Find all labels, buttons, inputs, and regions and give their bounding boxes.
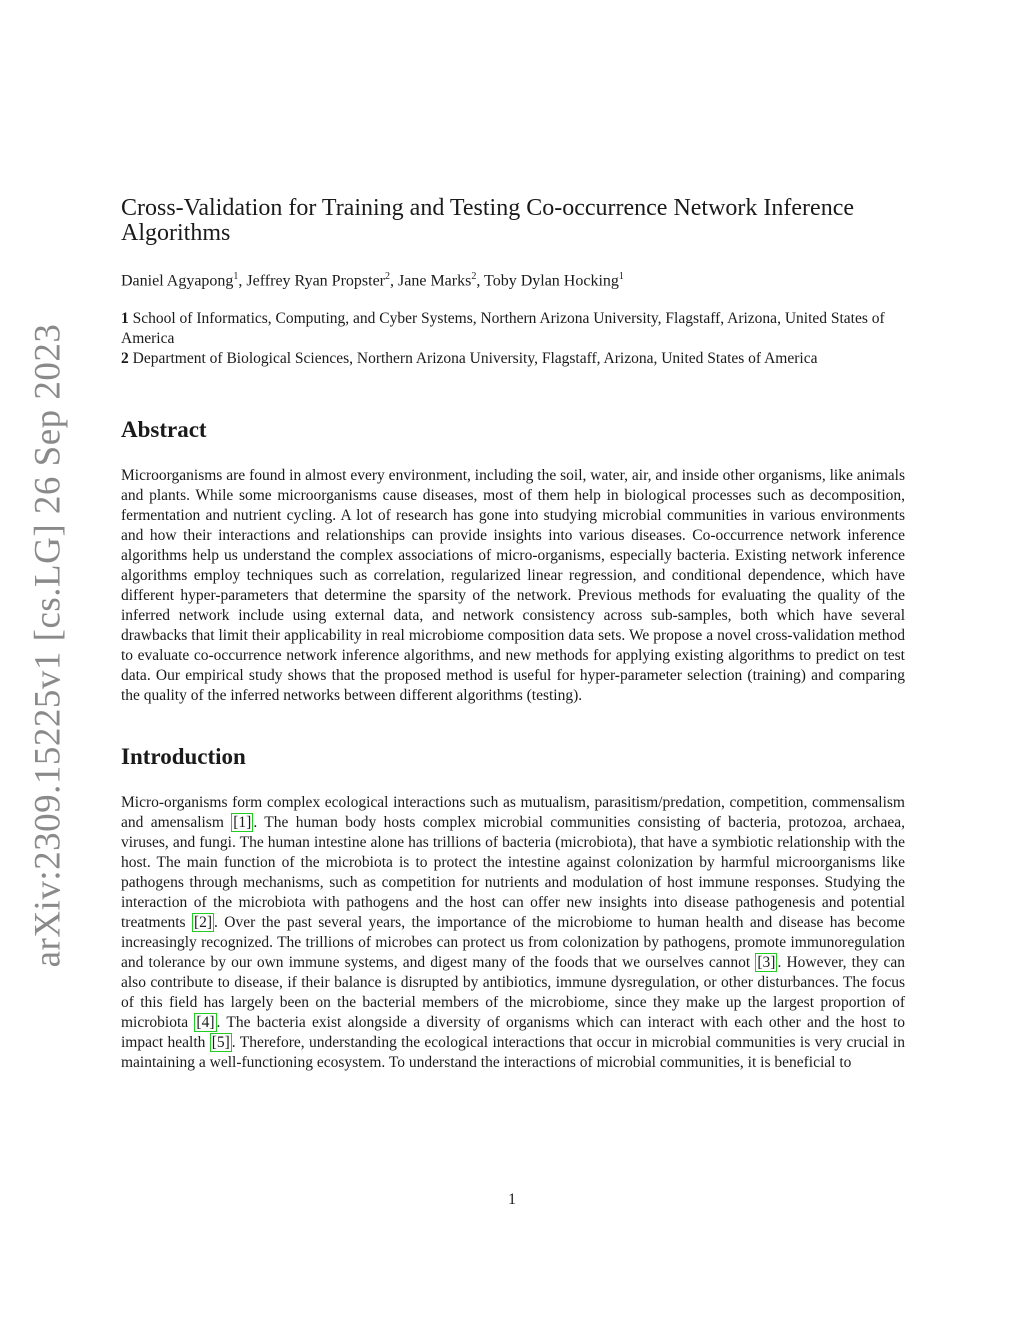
- page-number: 1: [508, 1191, 516, 1208]
- author-affil-mark: 2: [471, 271, 477, 282]
- intro-text-segment: . Therefore, understanding the ecological interactions that occur in microbial communities is very crucial in maintaining a well-functioning ecosystem. To understand the interactions of microbial communities, it is beneficial to: [121, 1034, 905, 1072]
- arxiv-identifier: arXiv:2309.15225v1 [cs.LG] 26 Sep 2023: [27, 323, 69, 967]
- intro-text-segment: . The bacteria exist alongside a diversity of organisms which can interact with each other and the host to impact health: [121, 1014, 905, 1052]
- affiliation-number: 1: [121, 310, 129, 328]
- affiliation-item: [121, 349, 905, 369]
- affiliations: [121, 309, 905, 369]
- introduction-heading: Introduction: [121, 744, 246, 770]
- author-affil-mark: 1: [618, 271, 624, 282]
- paper-page: [121, 196, 905, 1073]
- intro-text-segment: . Over the past several years, the importance of the microbiome to human health and disease has become increasingly recognized. The trillions of microbes can protect us from colonization by pathogens, promote immunoregulation and tolerance by our own immune systems, and digest many of the foods that we ourselves cannot: [121, 914, 905, 972]
- author-affil-mark: 1: [233, 271, 239, 282]
- author-name: Toby Dylan Hocking: [484, 272, 619, 290]
- affiliation-text: Department of Biological Sciences, Northern Arizona University, Flagstaff, Arizona, United States of America: [132, 350, 818, 368]
- intro-text-segment: . The human body hosts complex microbial communities consisting of bacteria, protozoa, archaea, viruses, and fungi. The human intestine alone has trillions of bacteria (microbiota), that have a symbiotic relationship with the host. The main function of the microbiota is to protect the intestine against colonization by harmful microorganisms like pathogens through mechanisms, such as competition for nutrients and modulation of host immune responses. Studying the interaction of the microbiota with pathogens and the host can offer new insights into disease pathogenesis and potential treatments: [121, 814, 905, 932]
- paper-title: Cross-Validation for Training and Testing Co-occurrence Network Inference Algorithms: [121, 195, 855, 246]
- citation-link-2[interactable]: [2]: [193, 914, 213, 932]
- abstract-heading: Abstract: [121, 417, 207, 443]
- citation-link-1[interactable]: [1]: [233, 814, 252, 832]
- author-name: Daniel Agyapong: [121, 272, 234, 290]
- intro-text-segment: Micro-organisms form complex ecological interactions such as mutualism, parasitism/predation, competition, commensalism and amensalism: [121, 794, 905, 832]
- citation-link-4[interactable]: [4]: [196, 1014, 215, 1032]
- citation-link-3[interactable]: [3]: [757, 954, 776, 972]
- author-name: Jeffrey Ryan Propster: [246, 272, 386, 290]
- author-list: Daniel Agyapong$^1$, Jeffrey Ryan Propster$^2$, Jane Marks$^2$, Toby Dylan Hocking$^1$: [121, 271, 624, 290]
- author-affil-mark: 2: [385, 271, 391, 282]
- abstract-text: Microorganisms are found in almost every environment, including the soil, water, air, and inside other organisms, like animals and plants. While some microorganisms cause diseases, most of them help in biological processes such as decomposition, fermentation and nutrient cycling. A lot of research has gone into studying microbial communities in various environments and how their interactions and relationships can provide insights into various diseases. Co-occurrence network inference algorithms help us understand the complex associations of micro-organisms, especially bacteria. Existing network inference algorithms employ techniques such as correlation, regularized linear regression, and conditional dependence, which have different hyper-parameters that determine the sparsity of the network. Previous methods for evaluating the quality of the inferred network include using external data, and network consistency across sub-samples, both which have several drawbacks that limit their applicability in real microbiome composition data sets. We propose a novel cross-validation method to evaluate co-occurrence network inference algorithms, and new methods for applying existing algorithms to predict on test data. Our empirical study shows that the proposed method is useful for hyper-parameter selection (training) and comparing the quality of the inferred networks between different algorithms (testing).: [121, 467, 905, 705]
- citation-link-5[interactable]: [5]: [211, 1034, 230, 1052]
- affiliation-number: 2: [121, 350, 129, 368]
- affiliation-item: [121, 309, 905, 349]
- affiliation-text: School of Informatics, Computing, and Cyber Systems, Northern Arizona University, Flagstaff, Arizona, United States of America: [121, 310, 885, 348]
- arxiv-side-stamp: [23, 323, 73, 967]
- intro-text-segment: . However, they can also contribute to disease, if their balance is disrupted by antibiotics, immune dysregulation, or other disturbances. The focus of this field has largely been on the bacterial members of the microbiome, since they make up the largest proportion of microbiota: [121, 954, 905, 1032]
- introduction-text: [121, 793, 905, 1073]
- author-name: Jane Marks: [398, 272, 472, 290]
